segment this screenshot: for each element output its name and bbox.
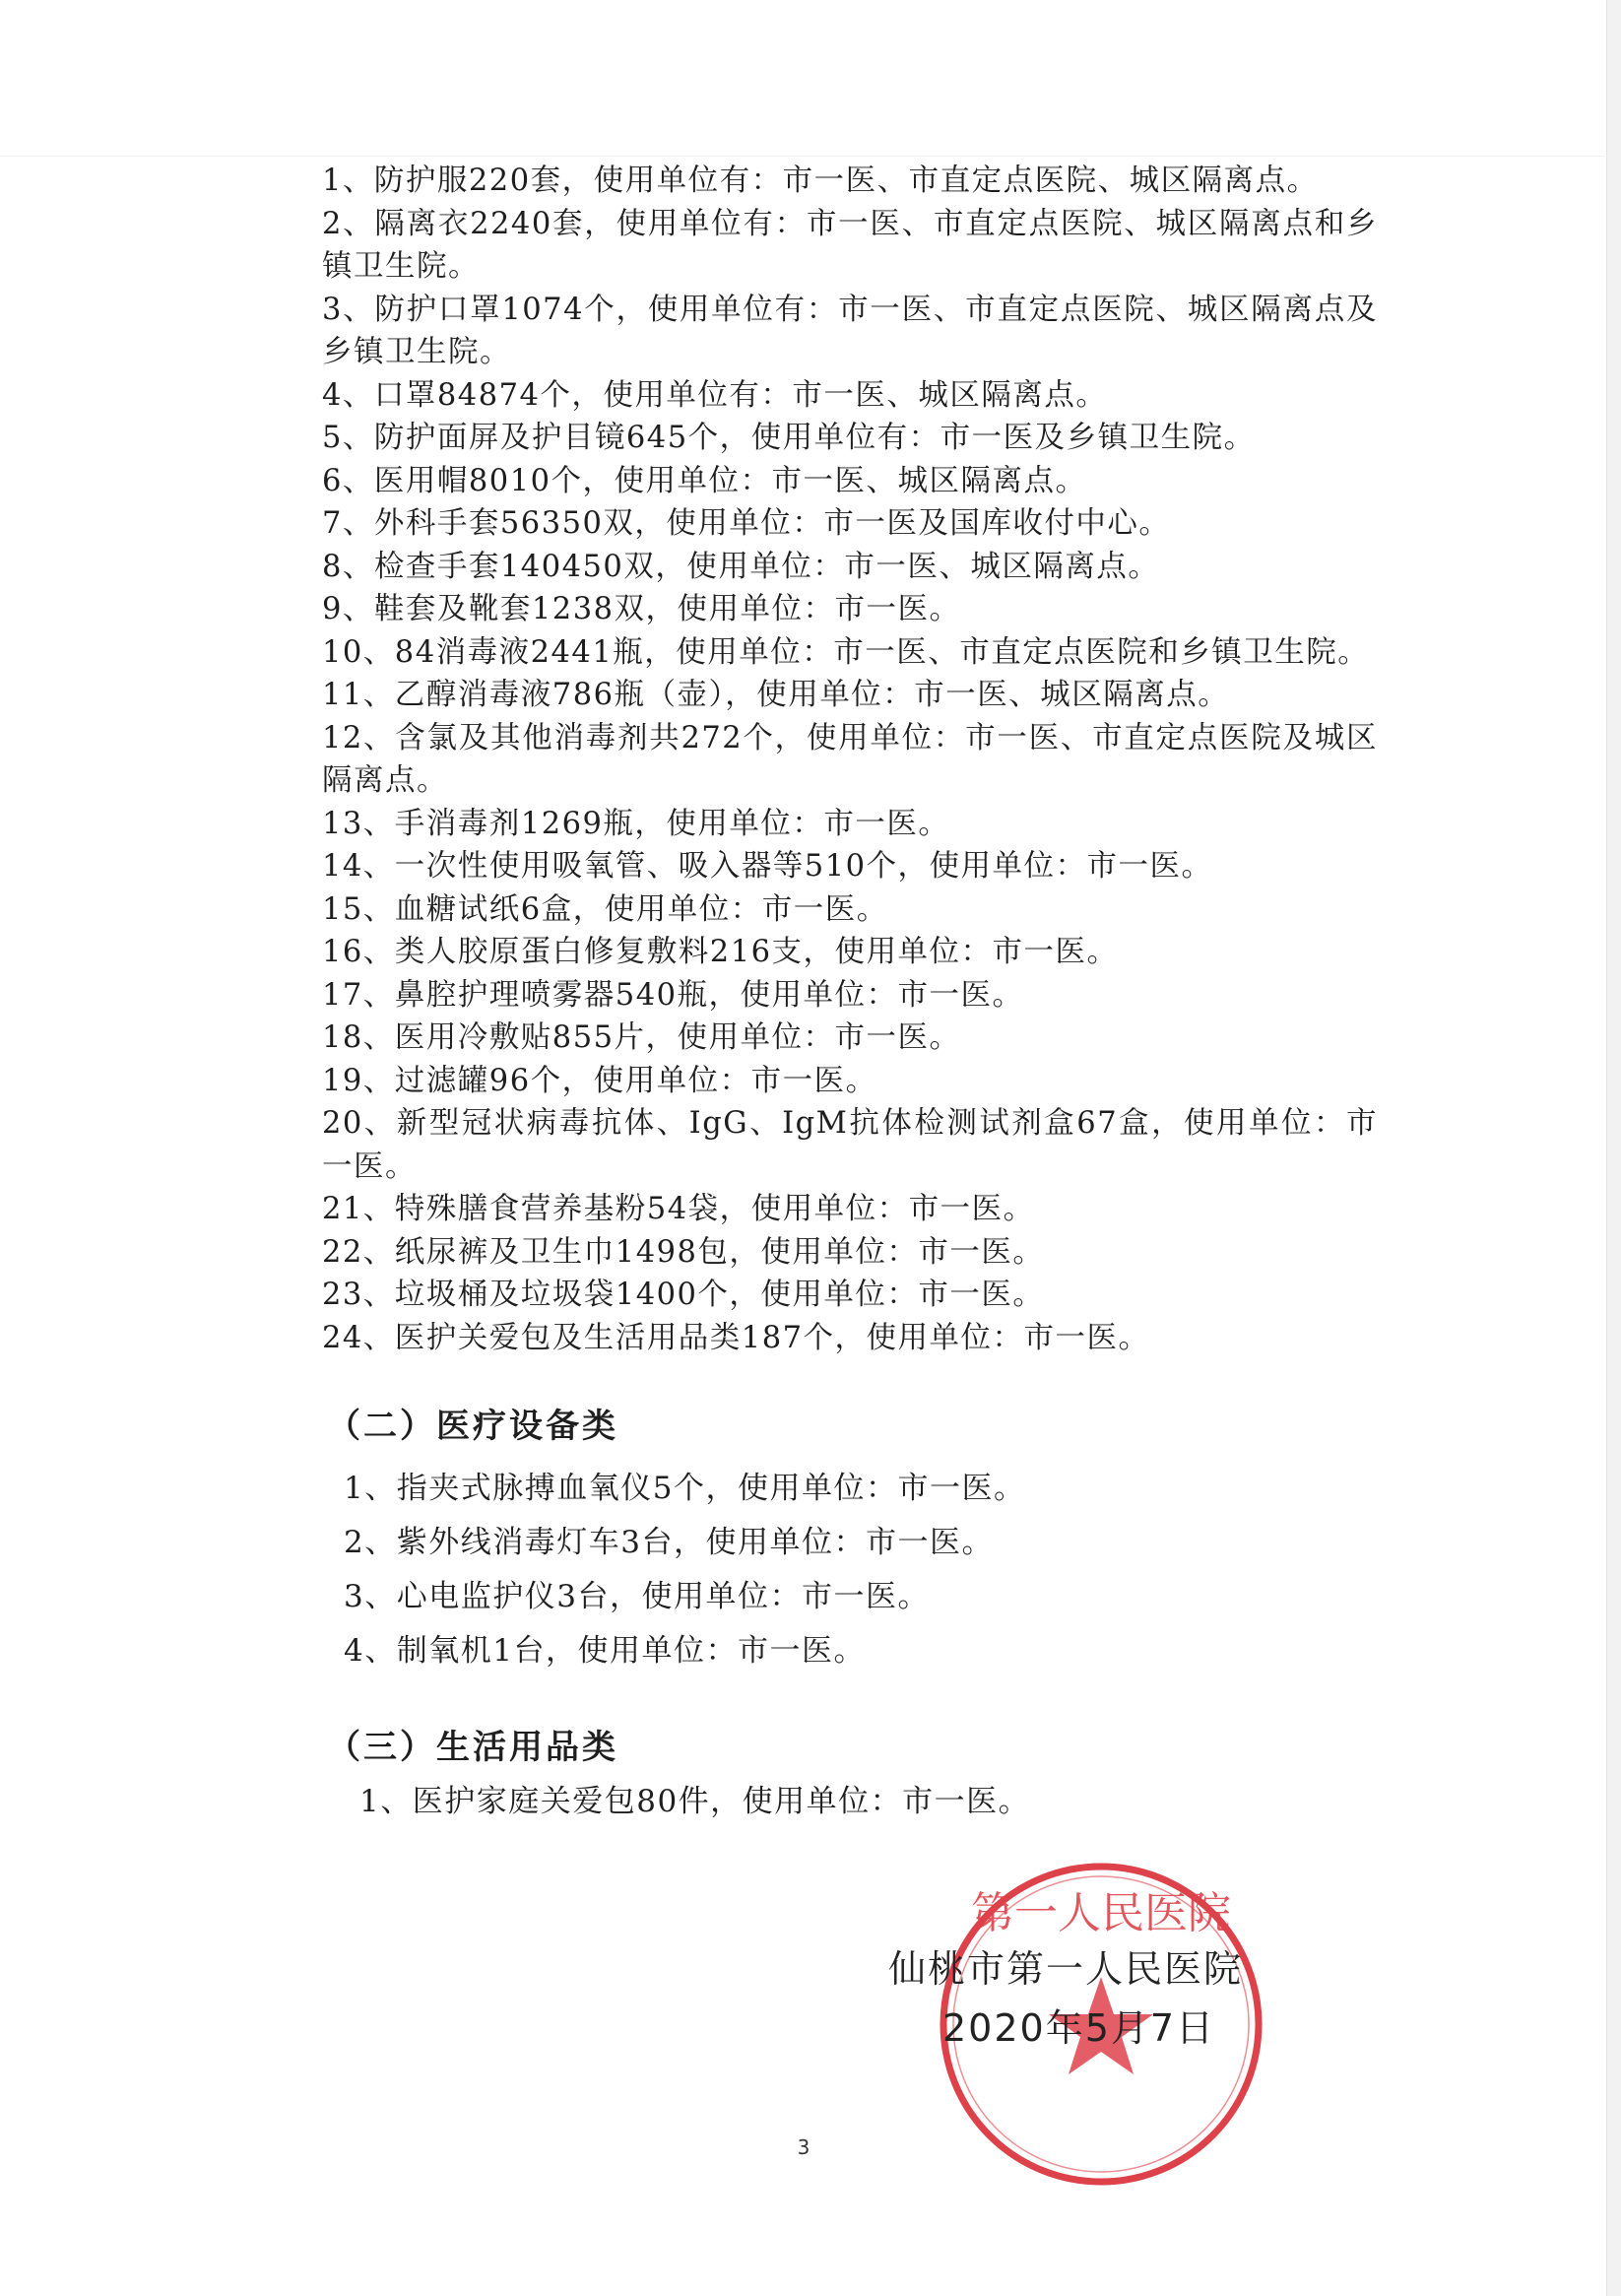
list-item: 3、心电监护仪3台，使用单位：市一医。 — [344, 1579, 930, 1614]
section-title-equipment: （二）医疗设备类 — [327, 1407, 618, 1446]
list-item: 22、纸尿裤及卫生巾1498包，使用单位：市一医。 — [322, 1234, 1045, 1270]
list-item: 16、类人胶原蛋白修复敷料216支，使用单位：市一医。 — [322, 935, 1119, 969]
list-item: 20、新型冠状病毒抗体、IgG、IgM抗体检测试剂盒67盒，使用单位：市一医。 — [322, 1106, 1378, 1184]
list-item: 12、含氯及其他消毒剂共272个，使用单位：市一医、市直定点医院及城区隔离点。 — [322, 720, 1378, 798]
list-item: 19、过滤罐96个，使用单位：市一医。 — [322, 1063, 877, 1098]
list-item: 6、医用帽8010个，使用单位：市一医、城区隔离点。 — [322, 463, 1087, 498]
list-item: 10、84消毒液2441瓶，使用单位：市一医、市直定点医院和乡镇卫生院。 — [322, 634, 1370, 670]
list-item: 11、乙醇消毒液786瓶（壶），使用单位：市一医、城区隔离点。 — [322, 678, 1230, 712]
seal-arc-text: 第一人民医院 — [971, 1888, 1231, 1938]
signature-date: 2020年5月7日 — [942, 2006, 1216, 2050]
scan-top-line — [0, 156, 1607, 157]
list-item: 23、垃圾桶及垃圾袋1400个，使用单位：市一医。 — [322, 1278, 1045, 1312]
list-item: 7、外科手套56350双，使用单位：市一医及国库收付中心。 — [322, 506, 1171, 541]
page-number: 3 — [797, 2135, 810, 2159]
list-item: 24、医护关爱包及生活用品类187个，使用单位：市一医。 — [322, 1320, 1150, 1355]
list-item: 14、一次性使用吸氧管、吸入器等510个，使用单位：市一医。 — [322, 849, 1213, 884]
list-item: 15、血糖试纸6盒，使用单位：市一医。 — [322, 891, 888, 927]
list-item: 1、指夹式脉搏血氧仪5个，使用单位：市一医。 — [344, 1471, 1026, 1506]
list-item: 17、鼻腔护理喷雾器540瓶，使用单位：市一医。 — [322, 977, 1024, 1013]
list-item: 4、制氧机1台，使用单位：市一医。 — [344, 1633, 866, 1669]
list-item: 2、隔离衣2240套，使用单位有：市一医、市直定点医院、城区隔离点和乡镇卫生院。 — [322, 206, 1378, 284]
list-item: 4、口罩84874个，使用单位有：市一医、城区隔离点。 — [322, 377, 1108, 413]
list-item: 13、手消毒剂1269瓶，使用单位：市一医。 — [322, 806, 950, 841]
list-item: 3、防护口罩1074个，使用单位有：市一医、市直定点医院、城区隔离点及乡镇卫生院。 — [322, 292, 1378, 369]
signature-organization: 仙桃市第一人民医院 — [888, 1947, 1244, 1991]
list-item: 9、鞋套及靴套1238双，使用单位：市一医。 — [322, 592, 961, 626]
daily-supplies-list — [359, 1775, 1394, 1829]
supply-list — [322, 160, 1378, 1359]
equipment-list — [344, 1462, 1378, 1678]
list-item: 18、医用冷敷贴855片，使用单位：市一医。 — [322, 1020, 961, 1055]
list-item: 8、检查手套140450双，使用单位：市一医、城区隔离点。 — [322, 549, 1160, 584]
list-item: 2、紫外线消毒灯车3台，使用单位：市一医。 — [344, 1525, 994, 1560]
list-item: 1、医护家庭关爱包80件，使用单位：市一医。 — [359, 1784, 1031, 1819]
list-item: 1、防护服220套，使用单位有：市一医、市直定点医院、城区隔离点。 — [322, 164, 1319, 198]
list-item: 5、防护面屏及护目镜645个，使用单位有：市一医及乡镇卫生院。 — [322, 421, 1256, 455]
list-item: 21、特殊膳食营养基粉54袋，使用单位：市一医。 — [322, 1192, 1035, 1226]
section-title-daily-supplies: （三）生活用品类 — [327, 1728, 618, 1767]
page-edge — [1606, 0, 1621, 2296]
